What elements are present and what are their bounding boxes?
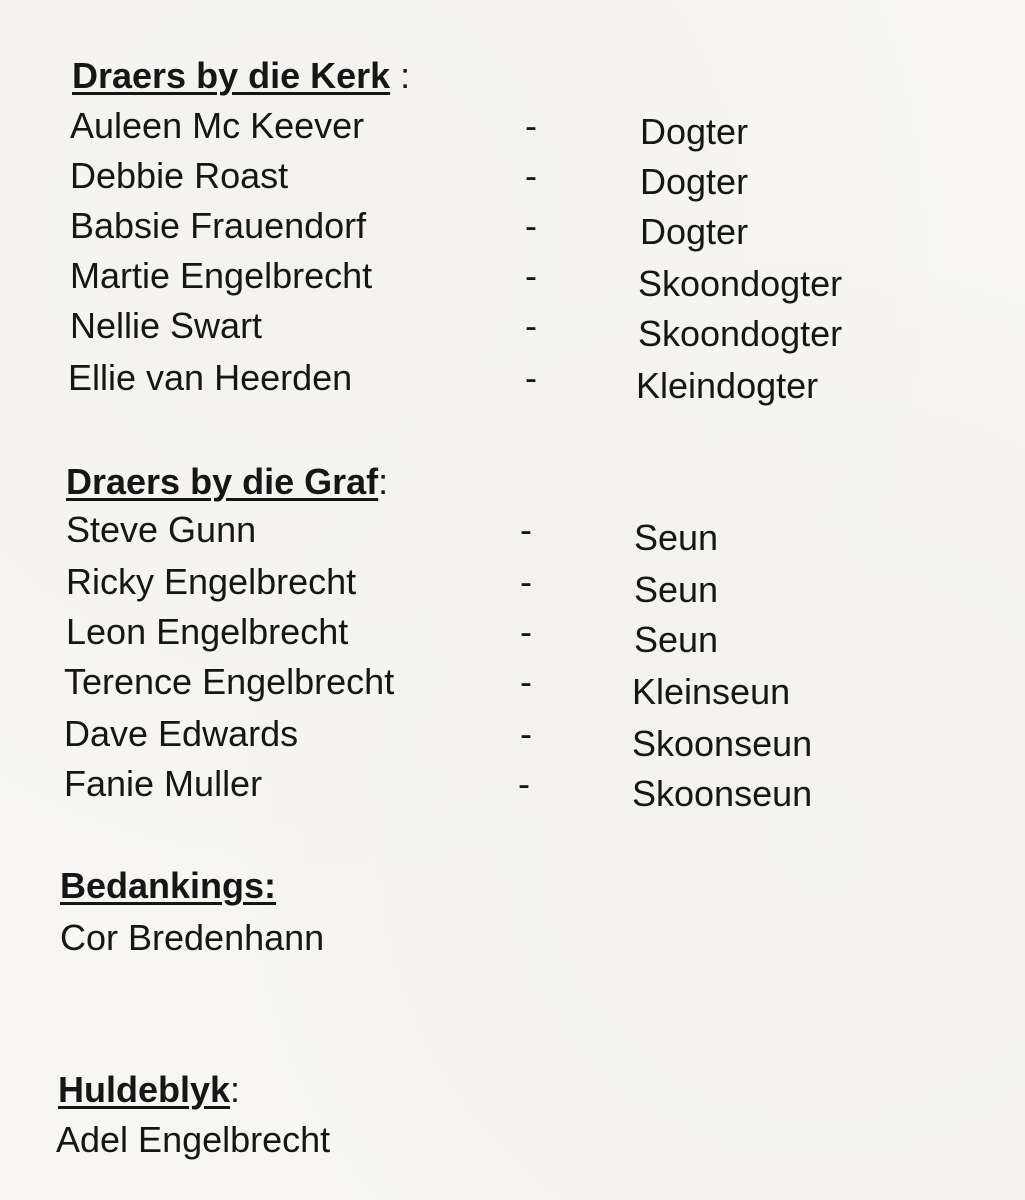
bearer-name: Steve Gunn — [66, 509, 257, 550]
table-row — [0, 104, 1025, 156]
thanks-title: Bedankings: — [60, 865, 277, 906]
separator-dash: - — [525, 357, 537, 398]
bearer-relation: Dogter — [640, 161, 749, 202]
separator-dash: - — [525, 155, 537, 196]
table-row — [0, 610, 1025, 662]
separator-dash: - — [520, 509, 532, 550]
bearer-relation: Kleindogter — [636, 365, 819, 406]
tribute-title: Huldeblyk — [58, 1069, 231, 1110]
table-row — [0, 254, 1025, 306]
bearer-name: Fanie Muller — [64, 763, 263, 804]
table-row — [0, 204, 1025, 256]
grave-bearers-heading — [66, 460, 388, 504]
bearer-name: Babsie Frauendorf — [70, 205, 367, 246]
bearer-name: Auleen Mc Keever — [70, 105, 365, 146]
bearer-relation: Skoondogter — [638, 313, 843, 354]
separator-dash: - — [525, 205, 537, 246]
bearer-name: Debbie Roast — [70, 155, 289, 196]
bearer-relation: Skoondogter — [638, 263, 843, 304]
bearer-name: Dave Edwards — [64, 713, 299, 754]
table-row — [0, 304, 1025, 356]
separator-dash: - — [520, 561, 532, 602]
separator-dash: - — [525, 305, 537, 346]
bearer-name: Ellie van Heerden — [68, 357, 353, 398]
bearer-relation: Dogter — [640, 111, 749, 152]
separator-dash: - — [520, 611, 532, 652]
tribute-name: Adel Engelbrecht — [56, 1119, 331, 1160]
thanks-heading — [60, 864, 276, 908]
grave-bearers-title: Draers by die Graf — [66, 461, 379, 502]
bearer-name: Leon Engelbrecht — [66, 611, 349, 652]
table-row — [0, 560, 1025, 612]
bearer-relation: Kleinseun — [632, 671, 791, 712]
table-row — [0, 508, 1025, 560]
thanks-name: Cor Bredenhann — [60, 917, 325, 958]
separator-dash: - — [520, 713, 532, 754]
bearer-relation: Skoonseun — [632, 773, 813, 814]
bearer-name: Terence Engelbrecht — [64, 661, 395, 702]
separator-dash: - — [518, 763, 530, 804]
bearer-relation: Dogter — [640, 211, 749, 252]
table-row — [0, 660, 1025, 712]
church-bearers-title: Draers by die Kerk — [72, 55, 391, 96]
church-bearers-colon: : — [390, 55, 411, 96]
table-row — [0, 154, 1025, 206]
tribute-colon: : — [230, 1069, 241, 1110]
bearer-name: Nellie Swart — [70, 305, 263, 346]
grave-bearers-colon: : — [378, 461, 389, 502]
table-row — [0, 356, 1025, 408]
bearer-relation: Seun — [634, 569, 719, 610]
separator-dash: - — [520, 661, 532, 702]
bearer-name: Martie Engelbrecht — [70, 255, 373, 296]
table-row — [0, 762, 1025, 814]
bearer-relation: Seun — [634, 619, 719, 660]
separator-dash: - — [525, 255, 537, 296]
table-row — [0, 712, 1025, 764]
bearer-relation: Seun — [634, 517, 719, 558]
bearer-name: Ricky Engelbrecht — [66, 561, 357, 602]
separator-dash: - — [525, 105, 537, 146]
bearer-relation: Skoonseun — [632, 723, 813, 764]
church-bearers-heading — [72, 54, 410, 98]
tribute-heading — [58, 1068, 240, 1112]
